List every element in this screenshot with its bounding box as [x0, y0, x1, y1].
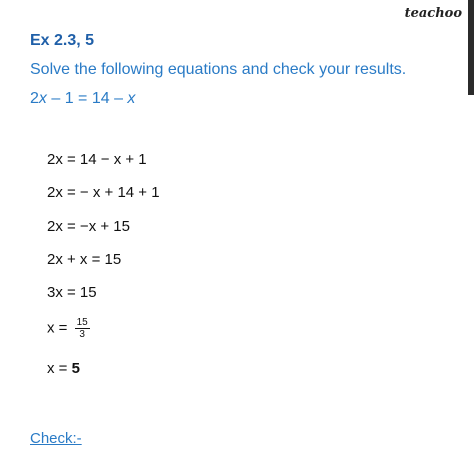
teachoo-watermark-logo: teachoo	[404, 6, 462, 21]
solution-step: 2x = 14 − x + 1	[47, 151, 147, 168]
problem-statement: Solve the following equations and check your results.	[30, 61, 407, 78]
fraction-lhs: x =	[47, 319, 68, 337]
fraction	[75, 317, 90, 340]
check-link[interactable]: Check:-	[30, 430, 82, 447]
answer-value: 5	[71, 360, 80, 377]
equation-variable: x	[38, 90, 47, 107]
final-answer	[47, 360, 80, 377]
exercise-heading: Ex 2.3, 5	[30, 32, 95, 49]
right-edge-bar	[468, 0, 474, 95]
fraction-denominator: 3	[79, 329, 85, 340]
equation-variable: x	[127, 90, 136, 107]
equation-part: – 1 = 14 –	[46, 90, 128, 107]
solution-step: 2x = − x + 14 + 1	[47, 184, 160, 201]
problem-equation	[30, 90, 135, 108]
fraction-step	[47, 317, 90, 340]
solution-step: 2x = −x + 15	[47, 218, 130, 235]
equation-part: 2	[30, 90, 39, 107]
answer-lhs: x =	[47, 360, 68, 377]
fraction-numerator: 15	[76, 317, 88, 328]
solution-step: 3x = 15	[47, 284, 97, 301]
solution-step: 2x + x = 15	[47, 251, 122, 268]
